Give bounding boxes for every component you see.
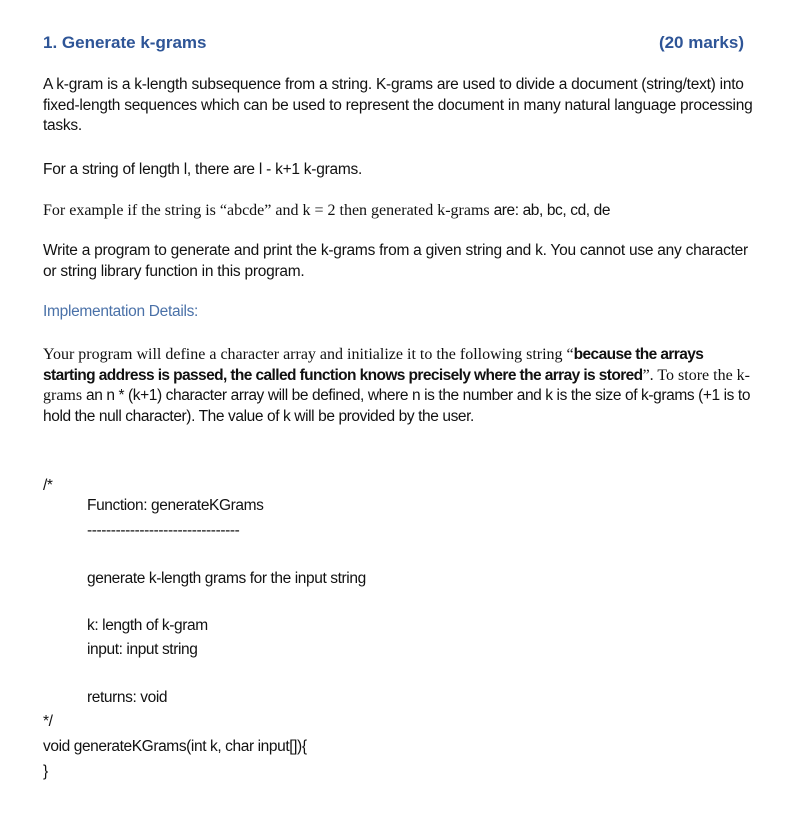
details-text-2: ”. To store the k-grams xyxy=(43,366,751,404)
quoted-string: because the arrays starting address is passed, the called function knows precisely where the array is stored xyxy=(43,346,704,384)
example-line xyxy=(43,201,753,222)
question-title: 1. Generate k-grams xyxy=(43,33,207,52)
marks-label: (20 marks) xyxy=(658,33,744,52)
param-k: k: length of k-gram xyxy=(87,617,208,634)
returns-line: returns: void xyxy=(87,689,168,706)
comment-open: /* xyxy=(43,477,53,494)
question-heading xyxy=(43,33,744,53)
param-input: input: input string xyxy=(87,641,198,658)
example-result: are: ab, bc, cd, de xyxy=(489,202,611,219)
function-name-line: Function: generateKGrams xyxy=(87,497,264,514)
details-text-3: an n * (k+1) character array will be defined, where n is the number and k is the size of k-grams (+1 is to hold the null character). The value of k will be provided by the user. xyxy=(43,387,751,425)
function-signature: void generateKGrams(int k, char input[]){ xyxy=(43,738,307,755)
task-paragraph: Write a program to generate and print the k-grams from a given string and k. You cannot use any character or string library function in this program. xyxy=(43,242,748,280)
kgram-count-line: For a string of length l, there are l - k+1 k-grams. xyxy=(43,161,363,178)
example-text: For example if the string is “abcde” and k = 2 then generated k-grams xyxy=(43,202,490,219)
intro-paragraph: A k-gram is a k-length subsequence from a string. K-grams are used to divide a document (string/text) into fixed-length sequences which can be used to represent the document in many natural language processing tasks. xyxy=(43,76,753,134)
implementation-heading: Implementation Details: xyxy=(43,303,199,320)
dash-separator: -------------------------------- xyxy=(87,522,240,539)
closing-brace: } xyxy=(43,763,48,780)
function-description: generate k-length grams for the input string xyxy=(87,570,366,587)
details-text-1: Your program will define a character array and initialize it to the following string “ xyxy=(43,346,574,363)
details-paragraph xyxy=(43,345,753,427)
comment-close: */ xyxy=(43,713,53,730)
